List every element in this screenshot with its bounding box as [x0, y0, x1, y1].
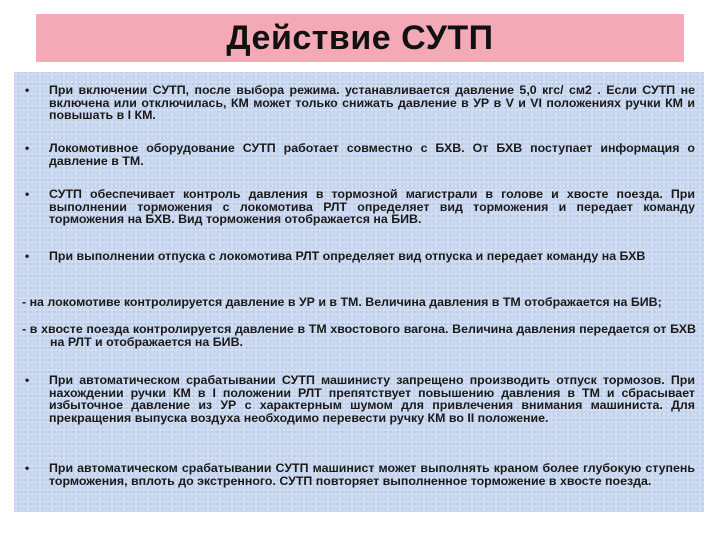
dash-item-locomotive: - на локомотиве контролируется давление в УР и в ТМ. Величина давления в ТМ отображается на БИВ;: [22, 295, 662, 309]
bullet-icon: •: [25, 187, 30, 201]
bullet-icon: •: [25, 141, 30, 155]
list-item-text: При включении СУТП, после выбора режима. устанавливается давление 5,0 кгс/ см2 . Если СУТП не включена или отключилась, КМ может только снижать давление в УР в V и VI положениях ручки КМ и повышать в I КМ.: [49, 83, 695, 122]
list-item-text: СУТП обеспечивает контроль давления в тормозной магистрали в голове и хвосте поезда. При выполнении торможения с локомотива РЛТ определяет вид торможения и передает команду торможения на БХВ. Вид торможения отображается на БИВ.: [49, 187, 695, 226]
title-bar: [36, 14, 684, 62]
bullet-icon: •: [25, 373, 30, 387]
list-item-text: Локомотивное оборудование СУТП работает совместно с БХВ. От БХВ поступает информация о давление в ТМ.: [49, 141, 695, 168]
dash-item-train-tail: - в хвосте поезда контролируется давление в ТМ хвостового вагона. Величина давления передается от БХВ на РЛТ и отображается на БИВ.: [22, 322, 696, 349]
bullet-icon: •: [25, 249, 30, 263]
list-item-text: При автоматическом срабатывании СУТП машинист может выполнять краном более глубокую ступень торможения, вплоть до экстренного. СУТП повторяет выполненное торможение в хвосте поезда.: [49, 461, 695, 488]
bullet-icon: •: [25, 83, 30, 97]
list-item-text: При выполнении отпуска с локомотива РЛТ определяет вид отпуска и передает команду на БХВ: [49, 249, 646, 263]
slide-title: Действие СУТП: [226, 18, 494, 57]
list-item-text: При автоматическом срабатывании СУТП машинисту запрещено производить отпуск тормозов. При нахождении ручки КМ в I положении РЛТ препятствует повышению давления в ТМ и сбрасывает избыточное давление из УР с характерным шумом для привлечения внимания машиниста. Для прекращения выпуска воздуха необходимо перевести ручку КМ во II положение.: [49, 373, 695, 425]
content-panel: [14, 72, 704, 512]
bullet-icon: •: [25, 461, 30, 475]
